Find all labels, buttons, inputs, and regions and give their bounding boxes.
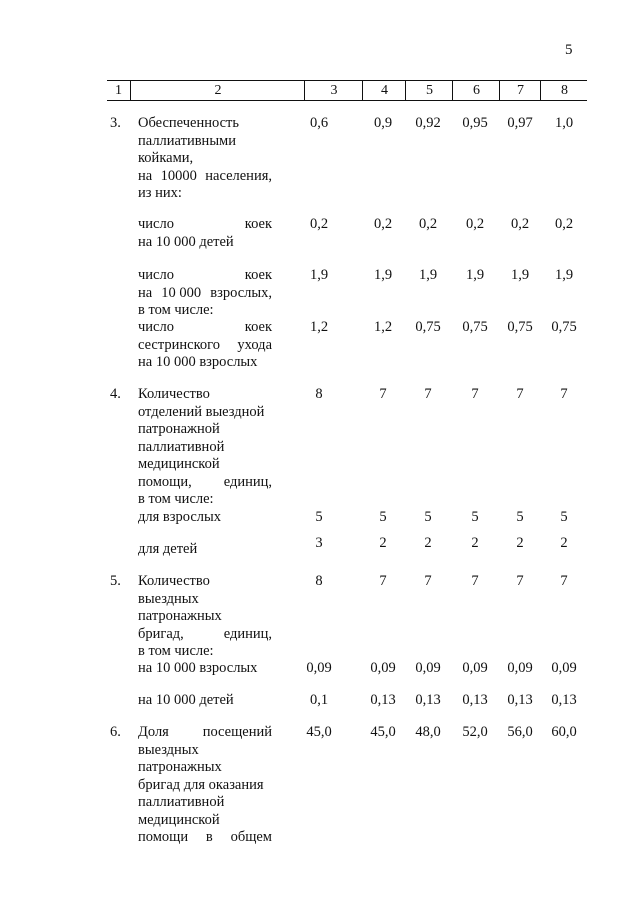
description-word: из них: [138,185,182,201]
description-line [138,643,272,661]
description-line [138,234,272,252]
description-word: бригад для оказания [138,776,264,793]
row-description [138,541,272,559]
value-cell-col3: 0,09 [306,660,332,676]
value-cell-col5: 0,13 [415,692,441,708]
description-line [138,337,272,355]
description-line [138,812,272,830]
value-cell-col6: 7 [471,386,479,402]
description-line [138,573,272,591]
value-cell-col5: 0,92 [415,115,441,131]
value-cell-col7: 56,0 [507,724,533,740]
description-word: Количество [138,573,210,589]
value-cell-col4: 1,2 [373,319,393,335]
description-line [138,404,272,422]
header-cell: 8 [540,81,588,100]
value-cell-col4: 0,9 [373,115,393,131]
description-word: на 10 000 взрослых [138,660,258,676]
description-word: патронажных [138,759,222,775]
description-word: коек [244,216,272,232]
row-description [138,573,272,661]
description-word: паллиативной [138,438,225,455]
description-word: посещений [202,724,272,740]
value-cell-col4: 5 [379,509,387,525]
description-line [138,133,272,151]
value-cell-col8: 5 [560,509,568,525]
value-cell-col3: 1,2 [309,319,329,335]
description-line [138,491,272,509]
value-cell-col6: 7 [471,573,479,589]
description-word: 10 000 [161,284,202,301]
value-cell-col3: 8 [315,386,323,402]
description-word: отделений выездной [138,403,265,420]
header-cell: 4 [362,81,406,100]
description-line [138,267,272,285]
description-line [138,456,272,474]
value-cell-col6: 0,2 [465,216,485,232]
value-cell-col3: 0,6 [309,115,329,131]
description-word: выездных [138,741,199,758]
value-cell-col4: 1,9 [373,267,393,283]
description-word: Доля [138,724,169,740]
value-cell-col6: 2 [471,535,479,551]
description-line [138,168,272,186]
value-cell-col7: 7 [516,386,524,402]
value-cell-col8: 2 [560,535,568,551]
description-word: коек [244,267,272,283]
description-word: патронажной [138,421,220,437]
value-cell-col3: 1,9 [309,267,329,283]
value-cell-col8: 1,0 [554,115,574,131]
value-cell-col8: 0,75 [551,319,577,335]
page-number: 5 [565,42,573,58]
value-cell-col7: 1,9 [510,267,530,283]
value-cell-col5: 2 [424,535,432,551]
value-cell-col5: 5 [424,509,432,525]
value-cell-col7: 0,97 [507,115,533,131]
row-description [138,267,272,320]
description-word: в том числе: [138,643,214,659]
value-cell-col3: 8 [315,573,323,589]
value-cell-col7: 0,09 [507,660,533,676]
row-number: 5. [110,573,121,589]
value-cell-col6: 0,09 [462,660,488,676]
description-word: для взрослых [138,509,222,525]
value-cell-col4: 0,09 [370,660,396,676]
description-word: помощи [138,829,189,845]
value-cell-col7: 5 [516,509,524,525]
description-line [138,660,272,678]
description-line [138,285,272,303]
description-word: единиц, [223,473,272,490]
description-word: на [138,284,153,301]
value-cell-col7: 2 [516,535,524,551]
value-cell-col8: 7 [560,386,568,402]
value-cell-col8: 0,13 [551,692,577,708]
value-cell-col3: 5 [315,509,323,525]
value-cell-col5: 0,09 [415,660,441,676]
description-word: 10000 [160,167,197,184]
row-description [138,509,272,527]
description-line [138,386,272,404]
value-cell-col4: 0,13 [370,692,396,708]
description-line [138,509,272,527]
row-description [138,724,272,847]
description-word: число [138,267,174,283]
description-line [138,777,272,795]
description-line [138,354,272,372]
description-word: ухода [237,336,272,353]
description-word: на 10 000 детей [138,233,234,250]
value-cell-col5: 7 [424,386,432,402]
description-word: паллиативными [138,132,236,149]
description-line [138,150,272,168]
row-description [138,319,272,372]
description-word: населения, [205,167,272,184]
value-cell-col5: 0,75 [415,319,441,335]
header-cell: 2 [130,81,305,100]
value-cell-col5: 0,2 [418,216,438,232]
description-word: в том числе: [138,491,214,507]
row-number: 3. [110,115,121,131]
description-line [138,591,272,609]
value-cell-col5: 48,0 [415,724,441,740]
value-cell-col7: 7 [516,573,524,589]
value-cell-col8: 0,09 [551,660,577,676]
table-header-row [107,80,587,101]
description-line [138,302,272,320]
description-word: бригад, [138,625,184,642]
description-word: общем [230,829,272,845]
value-cell-col4: 2 [379,535,387,551]
description-line [138,474,272,492]
value-cell-col6: 0,95 [462,115,488,131]
header-cell: 5 [405,81,453,100]
description-word: число [138,319,174,335]
value-cell-col7: 0,13 [507,692,533,708]
description-word: патронажных [138,608,222,624]
description-word: единиц, [223,625,272,642]
value-cell-col5: 1,9 [418,267,438,283]
value-cell-col8: 0,2 [554,216,574,232]
header-cell: 6 [452,81,500,100]
value-cell-col8: 1,9 [554,267,574,283]
value-cell-col3: 45,0 [306,724,332,740]
header-cell: 3 [304,81,363,100]
value-cell-col6: 5 [471,509,479,525]
value-cell-col6: 0,75 [462,319,488,335]
description-word: в [205,829,213,845]
row-number: 6. [110,724,121,740]
description-line [138,541,272,559]
description-line [138,626,272,644]
description-word: койками, [138,150,194,166]
description-word: помощи, [138,473,192,490]
description-line [138,421,272,439]
description-line [138,759,272,777]
description-word: медицинской [138,456,220,472]
description-line [138,439,272,457]
description-word: выездных [138,590,199,607]
description-word: на 10 000 взрослых [138,354,258,370]
description-line [138,742,272,760]
description-word: в том числе: [138,302,214,318]
value-cell-col5: 7 [424,573,432,589]
description-line [138,794,272,812]
description-word: паллиативной [138,794,225,810]
value-cell-col4: 0,2 [373,216,393,232]
value-cell-col3: 0,2 [309,216,329,232]
value-cell-col6: 1,9 [465,267,485,283]
value-cell-col4: 45,0 [370,724,396,740]
value-cell-col6: 0,13 [462,692,488,708]
description-word: Количество [138,386,210,402]
row-description [138,386,272,509]
value-cell-col8: 60,0 [551,724,577,740]
description-word: сестринского [138,336,220,353]
value-cell-col4: 7 [379,386,387,402]
description-line [138,608,272,626]
description-word: медицинской [138,811,220,828]
description-word: число [138,216,174,232]
description-line [138,319,272,337]
row-description [138,660,272,678]
value-cell-col4: 7 [379,573,387,589]
description-line [138,692,272,710]
description-word: для детей [138,541,198,557]
value-cell-col8: 7 [560,573,568,589]
header-cell: 1 [115,83,122,98]
row-description [138,115,272,203]
description-word: на 10 000 детей [138,692,234,708]
description-line [138,216,272,234]
value-cell-col6: 52,0 [462,724,488,740]
row-description [138,216,272,251]
header-cell: 7 [499,81,541,100]
value-cell-col3: 0,1 [309,692,329,708]
description-word: взрослых, [210,284,272,301]
description-word: на [138,167,153,184]
value-cell-col7: 0,75 [507,319,533,335]
row-description [138,692,272,710]
description-word: Обеспеченность [138,115,239,131]
value-cell-col7: 0,2 [510,216,530,232]
row-number: 4. [110,386,121,402]
description-word: коек [244,319,272,335]
description-line [138,724,272,742]
description-line [138,185,272,203]
description-line [138,115,272,133]
value-cell-col3: 3 [315,535,323,551]
description-line [138,829,272,847]
